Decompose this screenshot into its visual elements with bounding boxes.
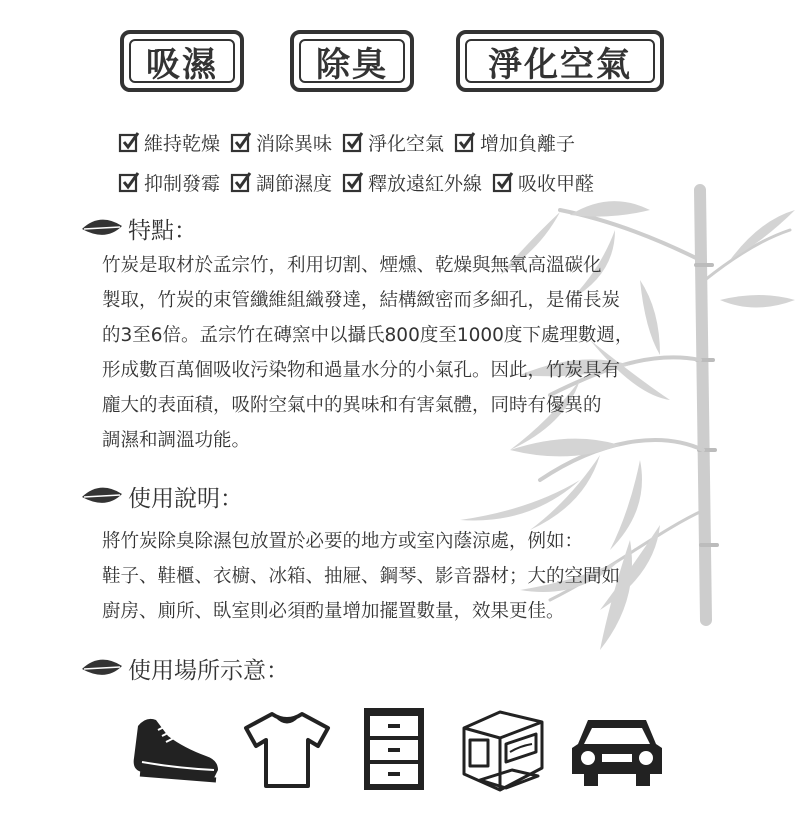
paragraph-line: 將竹炭除臭除濕包放置於必要的地方或室內蔭涼處，例如： — [102, 531, 584, 552]
feature-item — [230, 129, 332, 156]
title-banner — [0, 30, 800, 96]
paragraph-line: 廚房、廁所、臥室則必須酌量增加擺置數量，效果更佳。 — [102, 601, 565, 622]
shoe-icon — [128, 712, 222, 788]
checkbox-checked-icon — [342, 171, 364, 193]
checkbox-checked-icon — [342, 131, 364, 153]
feature-label: 抑制發霉 — [144, 172, 221, 195]
section-heading — [80, 480, 243, 513]
feature-item — [454, 129, 575, 156]
cabinet-icon — [362, 706, 426, 792]
paragraph-line: 鞋子、鞋櫃、衣櫥、冰箱、抽屜、鋼琴、影音器材；大的空間如 — [102, 566, 621, 587]
title-badge-purify-air — [456, 30, 664, 92]
feature-item — [342, 129, 444, 156]
paragraph-line: 的3至6倍。孟宗竹在磚窯中以攝氏800度至1000度下處理數週， — [102, 325, 634, 346]
feature-row — [118, 122, 718, 162]
leaf-icon — [80, 216, 124, 242]
leaf-icon — [80, 656, 124, 682]
section-heading — [80, 652, 289, 685]
feature-label: 釋放遠紅外線 — [368, 172, 483, 195]
feature-item — [118, 169, 220, 196]
usage-paragraph — [102, 524, 702, 629]
places-heading: 使用場所示意： — [128, 658, 289, 684]
feature-checklist — [118, 122, 718, 202]
feature-label: 增加負離子 — [480, 132, 576, 155]
feature-row — [118, 162, 718, 202]
feature-item — [230, 169, 332, 196]
car-icon — [570, 716, 664, 788]
checkbox-checked-icon — [118, 131, 140, 153]
title-badge-deodorize — [290, 30, 414, 92]
feature-item — [118, 129, 220, 156]
feature-label: 維持乾燥 — [144, 132, 221, 155]
usage-place-icons — [0, 702, 800, 792]
title-text: 除臭 — [316, 44, 388, 85]
bedroom-icon — [460, 708, 546, 794]
paragraph-line: 形成數百萬個吸收污染物和過量水分的小氣孔。因此，竹炭具有 — [102, 360, 621, 381]
feature-label: 調節濕度 — [256, 172, 333, 195]
checkbox-checked-icon — [454, 131, 476, 153]
feature-label: 吸收甲醛 — [518, 172, 595, 195]
characteristics-heading: 特點： — [128, 218, 197, 244]
feature-label: 消除異味 — [256, 132, 333, 155]
section-heading — [80, 212, 197, 245]
paragraph-line: 調濕和調溫功能。 — [102, 430, 251, 451]
feature-item — [492, 169, 594, 196]
checkbox-checked-icon — [118, 171, 140, 193]
characteristics-paragraph — [102, 248, 702, 458]
paragraph-line: 竹炭是取材於孟宗竹，利用切割、煙燻、乾燥與無氧高溫碳化 — [102, 255, 602, 276]
checkbox-checked-icon — [492, 171, 514, 193]
title-badge-absorb-moisture — [120, 30, 244, 92]
checkbox-checked-icon — [230, 131, 252, 153]
title-text: 淨化空氣 — [488, 44, 632, 85]
paragraph-line: 製取，竹炭的束管纖維組織發達，結構緻密而多細孔，是備長炭 — [102, 290, 621, 311]
feature-label: 淨化空氣 — [368, 132, 445, 155]
paragraph-line: 龐大的表面積，吸附空氣中的異味和有害氣體，同時有優異的 — [102, 395, 602, 416]
usage-heading: 使用說明： — [128, 486, 243, 512]
leaf-icon — [80, 484, 124, 510]
feature-item — [342, 169, 482, 196]
title-text: 吸濕 — [146, 44, 218, 85]
checkbox-checked-icon — [230, 171, 252, 193]
tshirt-icon — [242, 710, 332, 790]
